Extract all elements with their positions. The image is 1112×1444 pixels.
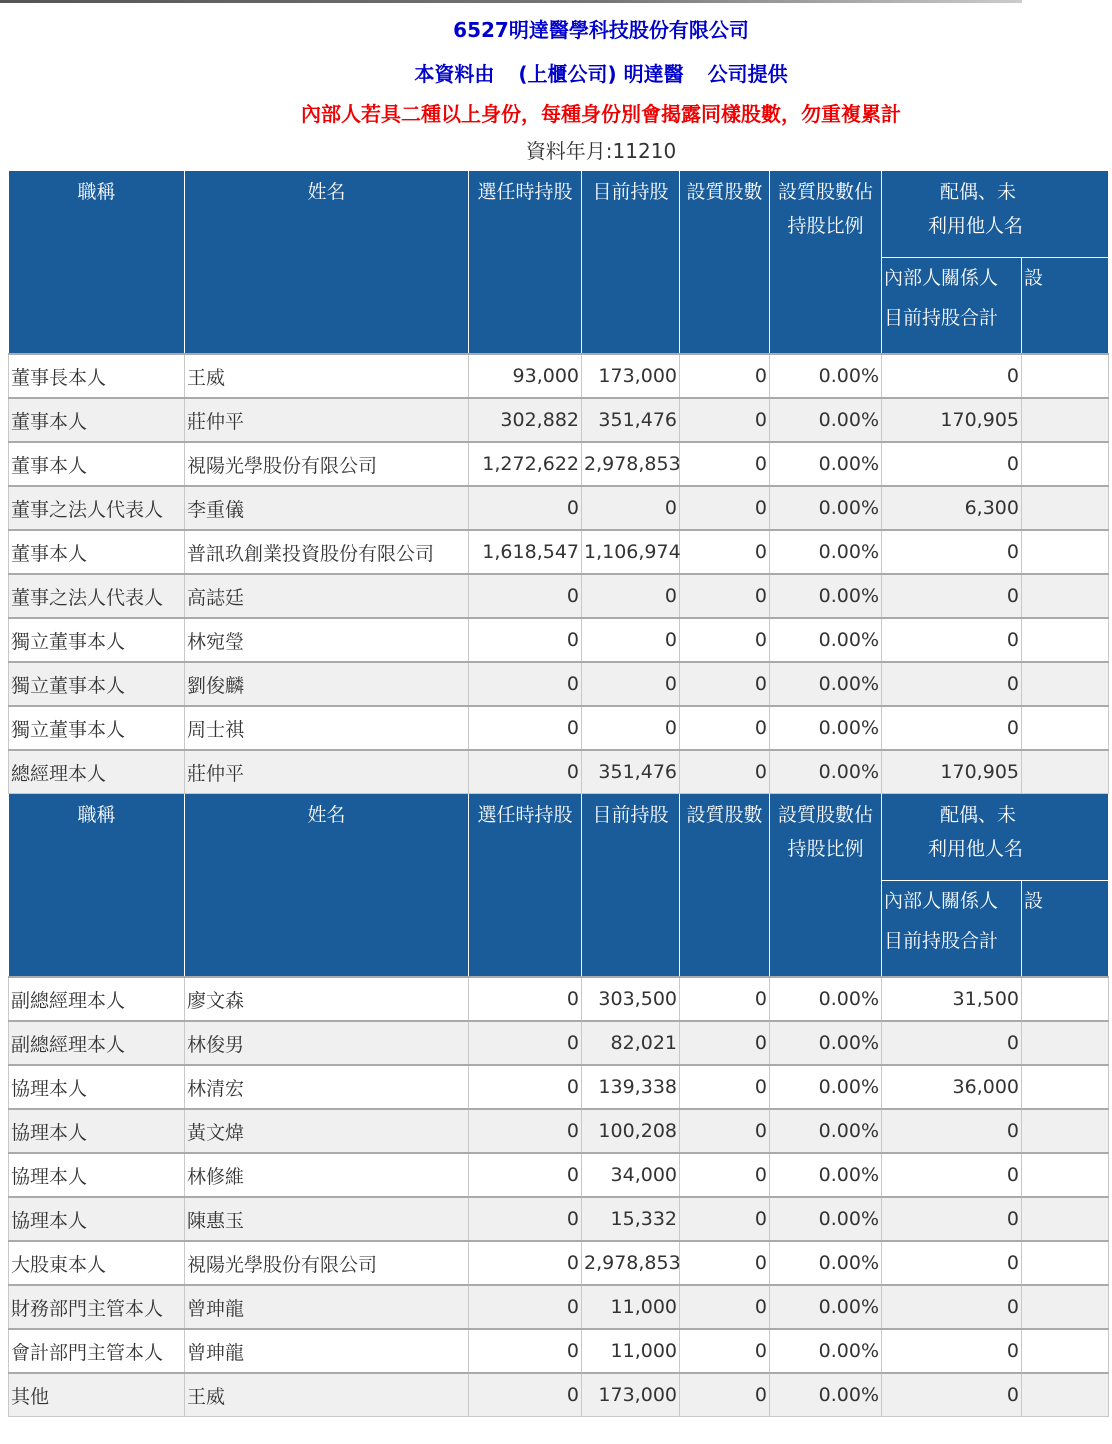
cell-title: 財務部門主管本人 <box>9 1285 185 1329</box>
cell-pledged-shares: 0 <box>680 486 770 530</box>
cell-title: 協理本人 <box>9 1109 185 1153</box>
cell-name: 廖文森 <box>185 977 469 1021</box>
cell-extra <box>1022 1329 1109 1373</box>
cell-name: 林修維 <box>185 1153 469 1197</box>
cell-elected-shares: 0 <box>469 1065 582 1109</box>
cell-pledged-shares: 0 <box>680 662 770 706</box>
cell-elected-shares: 0 <box>469 706 582 750</box>
cell-related-shares: 0 <box>882 1373 1022 1417</box>
cell-current-shares: 139,338 <box>582 1065 680 1109</box>
cell-related-shares: 170,905 <box>882 750 1022 794</box>
table-row <box>9 1329 1109 1373</box>
cell-elected-shares: 0 <box>469 1197 582 1241</box>
cell-related-shares: 0 <box>882 618 1022 662</box>
col-current-header: 目前持股 <box>582 171 680 354</box>
header-row <box>9 794 1109 881</box>
cell-extra <box>1022 1021 1109 1065</box>
cell-pledged-ratio: 0.00% <box>770 1065 882 1109</box>
cell-extra <box>1022 1373 1109 1417</box>
cell-related-shares: 36,000 <box>882 1065 1022 1109</box>
cell-pledged-shares: 0 <box>680 1241 770 1285</box>
cell-elected-shares: 93,000 <box>469 354 582 398</box>
cell-related-shares: 0 <box>882 1109 1022 1153</box>
cell-name: 普訊玖創業投資股份有限公司 <box>185 530 469 574</box>
cell-pledged-ratio: 0.00% <box>770 486 882 530</box>
cell-elected-shares: 1,618,547 <box>469 530 582 574</box>
cell-pledged-ratio: 0.00% <box>770 1021 882 1065</box>
cell-name: 王威 <box>185 354 469 398</box>
table-row <box>9 530 1109 574</box>
cell-pledged-shares: 0 <box>680 1109 770 1153</box>
cell-pledged-ratio: 0.00% <box>770 442 882 486</box>
cell-extra <box>1022 1197 1109 1241</box>
cell-title: 副總經理本人 <box>9 1021 185 1065</box>
cell-current-shares: 351,476 <box>582 750 680 794</box>
cell-extra <box>1022 354 1109 398</box>
cell-related-shares: 0 <box>882 1197 1022 1241</box>
cell-title: 總經理本人 <box>9 750 185 794</box>
cell-extra <box>1022 706 1109 750</box>
cell-related-shares: 0 <box>882 442 1022 486</box>
cell-extra <box>1022 662 1109 706</box>
cell-current-shares: 0 <box>582 574 680 618</box>
col-spouse-header: 配偶、未 利用他人名 <box>882 171 1109 258</box>
table-row <box>9 442 1109 486</box>
cell-pledged-shares: 0 <box>680 1329 770 1373</box>
col-pledged-header: 設質股數 <box>680 794 770 978</box>
col-name-header: 姓名 <box>185 171 469 354</box>
cell-related-shares: 0 <box>882 706 1022 750</box>
cell-elected-shares: 1,272,622 <box>469 442 582 486</box>
cell-elected-shares: 302,882 <box>469 398 582 442</box>
col-spouse-header: 配偶、未 利用他人名 <box>882 794 1109 881</box>
cell-pledged-shares: 0 <box>680 977 770 1021</box>
cell-extra <box>1022 1241 1109 1285</box>
table-row <box>9 1065 1109 1109</box>
cell-pledged-shares: 0 <box>680 1285 770 1329</box>
cell-name: 莊仲平 <box>185 398 469 442</box>
insider-holdings-sheet <box>8 171 1044 1444</box>
cell-related-shares: 31,500 <box>882 977 1022 1021</box>
cell-pledged-ratio: 0.00% <box>770 1153 882 1197</box>
cell-extra <box>1022 977 1109 1021</box>
cell-elected-shares: 0 <box>469 1285 582 1329</box>
col-pledged-header: 設質股數 <box>680 171 770 354</box>
col-related-header: 內部人關係人 目前持股合計 <box>882 881 1022 978</box>
cell-elected-shares: 0 <box>469 1021 582 1065</box>
cell-pledged-shares: 0 <box>680 1197 770 1241</box>
col-title-header: 職稱 <box>9 794 185 978</box>
cell-title: 會計部門主管本人 <box>9 1329 185 1373</box>
provider-market: (上櫃公司) 明達醫 <box>518 62 684 86</box>
cell-pledged-ratio: 0.00% <box>770 977 882 1021</box>
cell-elected-shares: 0 <box>469 1241 582 1285</box>
cell-current-shares: 2,978,853 <box>582 442 680 486</box>
cell-extra <box>1022 486 1109 530</box>
cell-extra <box>1022 530 1109 574</box>
company-title: 6527明達醫學科技股份有限公司 <box>453 18 749 42</box>
cell-title: 董事本人 <box>9 398 185 442</box>
cell-title: 獨立董事本人 <box>9 662 185 706</box>
cell-title: 獨立董事本人 <box>9 706 185 750</box>
cell-title: 董事本人 <box>9 442 185 486</box>
cell-pledged-shares: 0 <box>680 1153 770 1197</box>
col-elected-header: 選任時持股 <box>469 794 582 978</box>
cell-pledged-ratio: 0.00% <box>770 1329 882 1373</box>
cell-current-shares: 0 <box>582 618 680 662</box>
cell-extra <box>1022 1285 1109 1329</box>
table-row <box>9 1021 1109 1065</box>
cell-related-shares: 0 <box>882 530 1022 574</box>
cell-related-shares: 170,905 <box>882 398 1022 442</box>
cell-current-shares: 11,000 <box>582 1329 680 1373</box>
cell-name: 曾珅龍 <box>185 1285 469 1329</box>
col-related-header: 內部人關係人 目前持股合計 <box>882 258 1022 355</box>
provider-suffix: 公司提供 <box>707 62 788 86</box>
cell-elected-shares: 0 <box>469 618 582 662</box>
col-extra-header: 設 <box>1022 881 1109 978</box>
col-pledged-ratio-header: 設質股數佔 持股比例 <box>770 794 882 978</box>
table-row <box>9 1153 1109 1197</box>
table-row <box>9 618 1109 662</box>
cell-current-shares: 34,000 <box>582 1153 680 1197</box>
table-row <box>9 662 1109 706</box>
cell-pledged-shares: 0 <box>680 1373 770 1417</box>
cell-pledged-ratio: 0.00% <box>770 398 882 442</box>
cell-related-shares: 0 <box>882 1241 1022 1285</box>
cell-elected-shares: 0 <box>469 1109 582 1153</box>
cell-extra <box>1022 750 1109 794</box>
cell-extra <box>1022 1153 1109 1197</box>
cell-current-shares: 11,000 <box>582 1285 680 1329</box>
cell-name: 高誌廷 <box>185 574 469 618</box>
cell-current-shares: 0 <box>582 486 680 530</box>
cell-related-shares: 0 <box>882 1021 1022 1065</box>
cell-name: 曾珅龍 <box>185 1329 469 1373</box>
cell-elected-shares: 0 <box>469 1153 582 1197</box>
cell-elected-shares: 0 <box>469 750 582 794</box>
cell-pledged-shares: 0 <box>680 618 770 662</box>
cell-title: 協理本人 <box>9 1153 185 1197</box>
cell-extra <box>1022 1109 1109 1153</box>
cell-elected-shares: 0 <box>469 486 582 530</box>
cell-pledged-ratio: 0.00% <box>770 706 882 750</box>
cell-extra <box>1022 618 1109 662</box>
cell-current-shares: 100,208 <box>582 1109 680 1153</box>
table-body <box>9 171 1109 1417</box>
cell-pledged-ratio: 0.00% <box>770 1197 882 1241</box>
cell-title: 大股東本人 <box>9 1241 185 1285</box>
cell-current-shares: 82,021 <box>582 1021 680 1065</box>
header-row <box>9 171 1109 258</box>
cell-pledged-ratio: 0.00% <box>770 354 882 398</box>
col-extra-header: 設 <box>1022 258 1109 355</box>
cell-related-shares: 0 <box>882 354 1022 398</box>
cell-name: 視陽光學股份有限公司 <box>185 442 469 486</box>
table-row <box>9 486 1109 530</box>
cell-current-shares: 2,978,853 <box>582 1241 680 1285</box>
cell-extra <box>1022 442 1109 486</box>
insider-holdings-table <box>8 171 1109 1417</box>
cell-pledged-shares: 0 <box>680 354 770 398</box>
cell-pledged-ratio: 0.00% <box>770 1285 882 1329</box>
cell-elected-shares: 0 <box>469 662 582 706</box>
cell-title: 獨立董事本人 <box>9 618 185 662</box>
cell-related-shares: 0 <box>882 574 1022 618</box>
cell-extra <box>1022 574 1109 618</box>
cell-title: 董事長本人 <box>9 354 185 398</box>
cell-name: 李重儀 <box>185 486 469 530</box>
col-title-header: 職稱 <box>9 171 185 354</box>
cell-elected-shares: 0 <box>469 977 582 1021</box>
cell-pledged-shares: 0 <box>680 750 770 794</box>
cell-pledged-ratio: 0.00% <box>770 618 882 662</box>
table-row <box>9 1285 1109 1329</box>
table-row <box>9 1373 1109 1417</box>
col-name-header: 姓名 <box>185 794 469 978</box>
cell-title: 協理本人 <box>9 1197 185 1241</box>
cell-elected-shares: 0 <box>469 574 582 618</box>
table-row <box>9 750 1109 794</box>
table-row <box>9 1197 1109 1241</box>
cell-pledged-shares: 0 <box>680 1021 770 1065</box>
data-period: 資料年月:11210 <box>525 139 677 163</box>
cell-current-shares: 15,332 <box>582 1197 680 1241</box>
provider-prefix: 本資料由 <box>414 62 495 86</box>
cell-name: 王威 <box>185 1373 469 1417</box>
cell-extra <box>1022 398 1109 442</box>
cell-name: 周士祺 <box>185 706 469 750</box>
cell-name: 林俊男 <box>185 1021 469 1065</box>
cell-name: 莊仲平 <box>185 750 469 794</box>
cell-related-shares: 0 <box>882 1329 1022 1373</box>
cell-name: 林宛瑩 <box>185 618 469 662</box>
cell-current-shares: 173,000 <box>582 1373 680 1417</box>
table-row <box>9 1109 1109 1153</box>
cell-pledged-shares: 0 <box>680 706 770 750</box>
cell-pledged-ratio: 0.00% <box>770 1109 882 1153</box>
table-row <box>9 977 1109 1021</box>
cell-pledged-ratio: 0.00% <box>770 1373 882 1417</box>
cell-pledged-shares: 0 <box>680 442 770 486</box>
table-row <box>9 1241 1109 1285</box>
duplicate-warning: 內部人若具二種以上身份，每種身份別會揭露同樣股數，勿重複累計 <box>301 102 901 126</box>
cell-current-shares: 173,000 <box>582 354 680 398</box>
cell-pledged-shares: 0 <box>680 574 770 618</box>
cell-pledged-shares: 0 <box>680 530 770 574</box>
cell-current-shares: 303,500 <box>582 977 680 1021</box>
provider-line <box>90 58 1112 87</box>
cell-title: 其他 <box>9 1373 185 1417</box>
cell-pledged-ratio: 0.00% <box>770 574 882 618</box>
cell-related-shares: 6,300 <box>882 486 1022 530</box>
cell-elected-shares: 0 <box>469 1373 582 1417</box>
cell-current-shares: 1,106,974 <box>582 530 680 574</box>
cell-related-shares: 0 <box>882 662 1022 706</box>
cell-pledged-ratio: 0.00% <box>770 662 882 706</box>
cell-title: 副總經理本人 <box>9 977 185 1021</box>
cell-related-shares: 0 <box>882 1153 1022 1197</box>
cell-title: 協理本人 <box>9 1065 185 1109</box>
cell-name: 視陽光學股份有限公司 <box>185 1241 469 1285</box>
table-row <box>9 398 1109 442</box>
cell-name: 林清宏 <box>185 1065 469 1109</box>
table-row <box>9 574 1109 618</box>
cell-extra <box>1022 1065 1109 1109</box>
cell-name: 陳惠玉 <box>185 1197 469 1241</box>
table-row <box>9 706 1109 750</box>
col-current-header: 目前持股 <box>582 794 680 978</box>
cell-title: 董事之法人代表人 <box>9 574 185 618</box>
cell-related-shares: 0 <box>882 1285 1022 1329</box>
table-row <box>9 354 1109 398</box>
col-elected-header: 選任時持股 <box>469 171 582 354</box>
col-pledged-ratio-header: 設質股數佔 持股比例 <box>770 171 882 354</box>
top-border <box>0 0 1022 3</box>
cell-pledged-shares: 0 <box>680 1065 770 1109</box>
cell-current-shares: 0 <box>582 706 680 750</box>
cell-name: 劉俊麟 <box>185 662 469 706</box>
cell-pledged-shares: 0 <box>680 398 770 442</box>
cell-current-shares: 0 <box>582 662 680 706</box>
cell-current-shares: 351,476 <box>582 398 680 442</box>
cell-title: 董事本人 <box>9 530 185 574</box>
cell-name: 黃文煒 <box>185 1109 469 1153</box>
cell-pledged-ratio: 0.00% <box>770 750 882 794</box>
cell-elected-shares: 0 <box>469 1329 582 1373</box>
cell-title: 董事之法人代表人 <box>9 486 185 530</box>
cell-pledged-ratio: 0.00% <box>770 530 882 574</box>
cell-pledged-ratio: 0.00% <box>770 1241 882 1285</box>
